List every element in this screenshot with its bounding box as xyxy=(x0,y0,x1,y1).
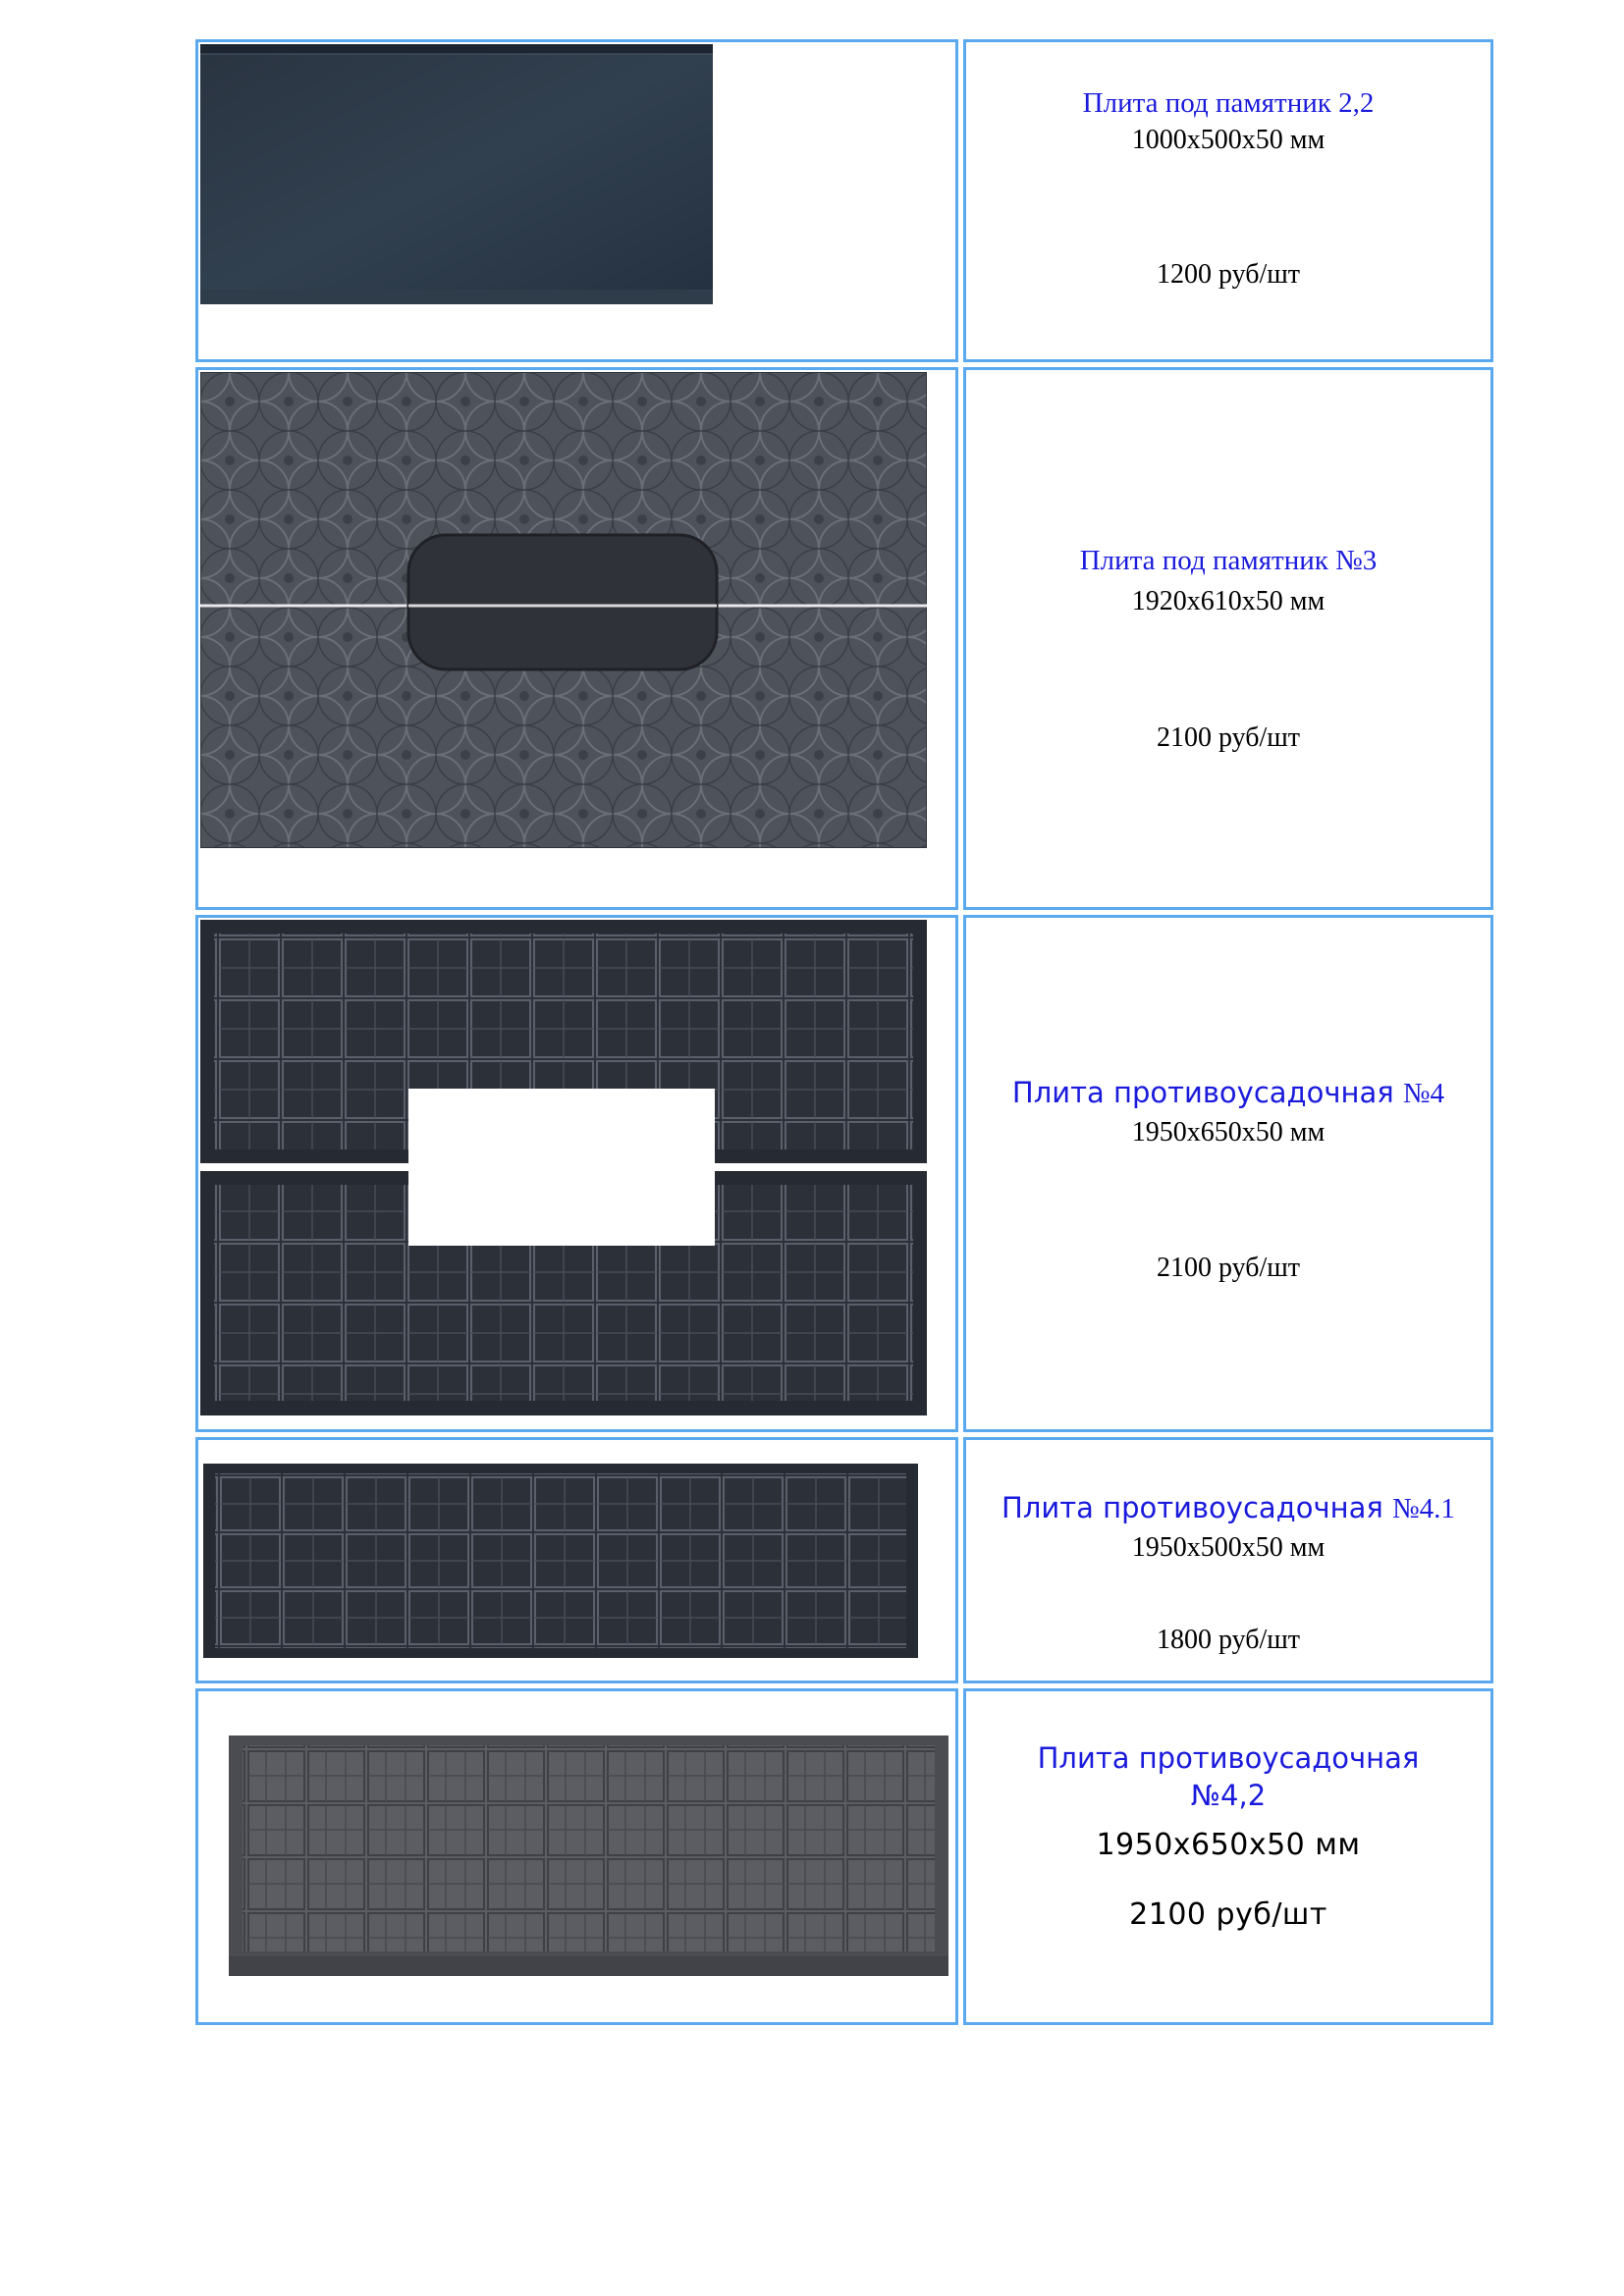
product-title-text: Плита противоусадочная xyxy=(1001,1491,1393,1524)
ornamental-slab-image xyxy=(200,372,927,848)
grid-slab-cutout-image xyxy=(200,920,927,1415)
product-title-number: №4.1 xyxy=(1392,1493,1455,1524)
product-price: 1800 руб/шт xyxy=(1156,1625,1301,1656)
product-title-line: Плита противоусадочная xyxy=(1037,1741,1420,1775)
product-price: 2100 руб/шт xyxy=(1156,1253,1301,1284)
product-row xyxy=(195,1688,1493,2025)
product-title-text: Плита противоусадочная xyxy=(1011,1076,1403,1109)
product-image-cell xyxy=(195,915,958,1432)
product-price: 1200 руб/шт xyxy=(1156,258,1301,290)
product-title: Плита под памятник 2,2 xyxy=(1082,87,1375,119)
product-dimensions: 1950x500x50 мм xyxy=(1131,1531,1326,1563)
product-info-cell xyxy=(963,1688,1493,2025)
product-image-cell xyxy=(195,1437,958,1683)
product-title: Плита под памятник №3 xyxy=(1079,545,1378,576)
product-dimensions: 1950x650x50 мм xyxy=(1131,1116,1326,1148)
product-image-cell xyxy=(195,367,958,910)
product-image-cell xyxy=(195,1688,958,2025)
product-row xyxy=(195,1437,1493,1683)
product-title xyxy=(1001,1490,1455,1528)
product-price: 2100 руб/шт xyxy=(1156,721,1301,753)
product-info-cell xyxy=(963,39,1493,362)
product-row xyxy=(195,39,1493,362)
product-price: 2100 руб/шт xyxy=(1129,1897,1327,1933)
grid-slab-grey-image xyxy=(229,1735,948,1976)
product-dimensions: 1950x650x50 мм xyxy=(1096,1828,1361,1863)
product-title-number: №4 xyxy=(1402,1078,1445,1109)
product-info-cell xyxy=(963,915,1493,1432)
product-info-cell xyxy=(963,367,1493,910)
product-title-line: №4,2 xyxy=(1190,1778,1267,1812)
product-title xyxy=(1012,1075,1444,1113)
plain-dark-slab-image xyxy=(200,44,713,304)
product-image-cell xyxy=(195,39,958,362)
product-info-cell xyxy=(963,1437,1493,1683)
product-row xyxy=(195,915,1493,1432)
product-table xyxy=(195,39,1493,2030)
grid-slab-narrow-image xyxy=(203,1464,918,1658)
product-dimensions: 1920x610x50 мм xyxy=(1131,586,1326,617)
product-dimensions: 1000x500x50 мм xyxy=(1131,125,1326,156)
product-row xyxy=(195,367,1493,910)
